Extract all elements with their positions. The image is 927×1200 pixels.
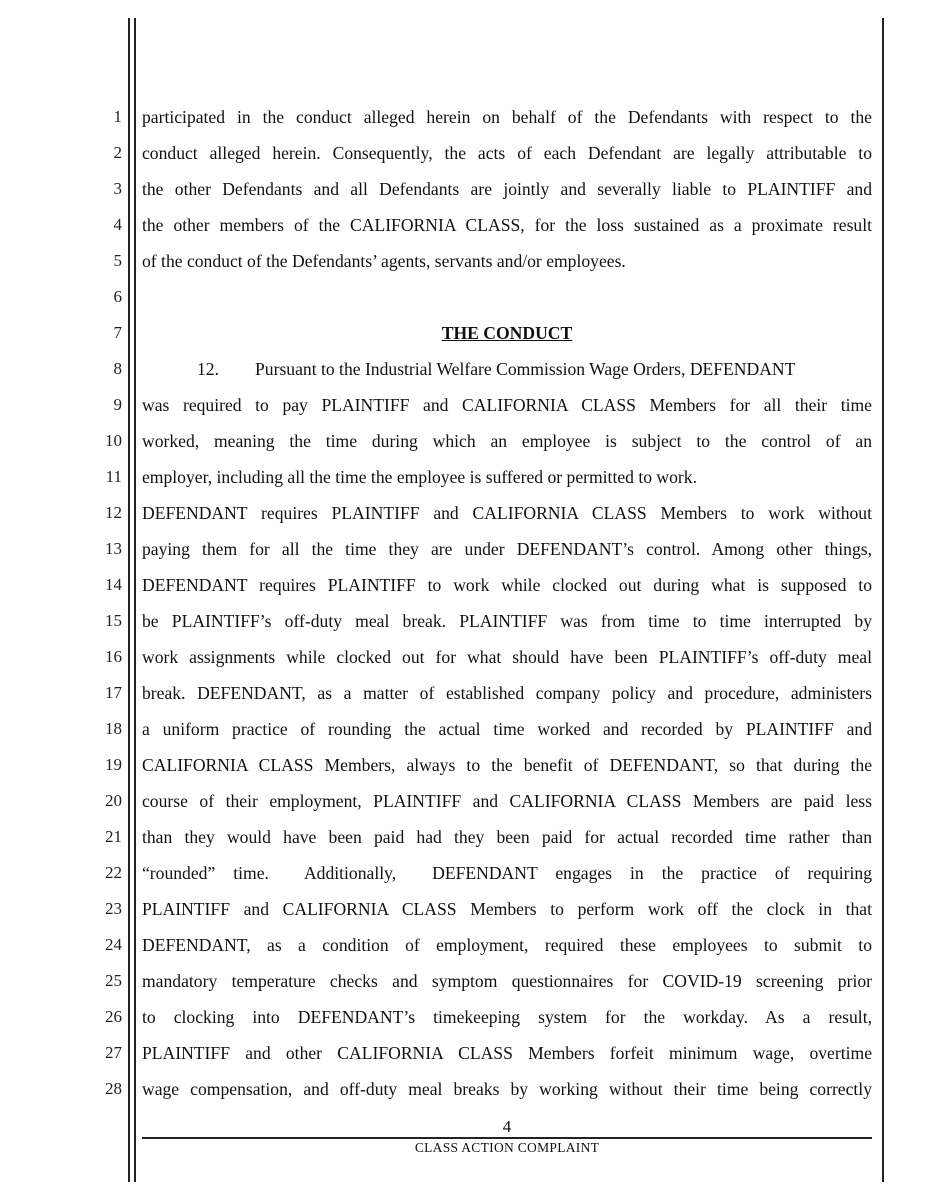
text-line: PLAINTIFF and other CALIFORNIA CLASS Members forfeit minimum wage, overtime bbox=[142, 1043, 872, 1063]
line-number: 7 bbox=[113, 323, 122, 342]
line-number: 21 bbox=[105, 827, 122, 846]
footer-rule bbox=[142, 1137, 872, 1139]
line-number: 22 bbox=[105, 863, 122, 882]
line-number: 8 bbox=[113, 359, 122, 378]
line-number: 26 bbox=[105, 1007, 122, 1026]
line-number: 27 bbox=[105, 1043, 122, 1062]
line-number: 12 bbox=[105, 503, 122, 522]
section-heading: THE CONDUCT bbox=[441, 323, 573, 343]
page-number: 4 bbox=[502, 1117, 512, 1136]
text-line: “rounded” time. Additionally, DEFENDANT engages in the practice of requiring bbox=[142, 863, 872, 883]
left-margin-rule-inner bbox=[134, 18, 136, 1182]
text-line: participated in the conduct alleged herein on behalf of the Defendants with respect to the bbox=[142, 107, 872, 127]
line-number: 1 bbox=[113, 107, 122, 126]
text-line: PLAINTIFF and CALIFORNIA CLASS Members to perform work off the clock in that bbox=[142, 899, 872, 919]
text-line: break. DEFENDANT, as a matter of established company policy and procedure, administers bbox=[142, 683, 872, 703]
text-line: worked, meaning the time during which an employee is subject to the control of an bbox=[142, 431, 872, 451]
text-line: the other Defendants and all Defendants are jointly and severally liable to PLAINTIFF and bbox=[142, 179, 872, 199]
line-number: 20 bbox=[105, 791, 122, 810]
text-line: conduct alleged herein. Consequently, the acts of each Defendant are legally attributable to bbox=[142, 143, 872, 163]
line-number: 2 bbox=[113, 143, 122, 162]
text-line: employer, including all the time the employee is suffered or permitted to work. bbox=[142, 467, 697, 487]
line-number: 13 bbox=[105, 539, 122, 558]
text-line: to clocking into DEFENDANT’s timekeeping system for the workday. As a result, bbox=[142, 1007, 872, 1027]
text-line: DEFENDANT requires PLAINTIFF to work while clocked out during what is supposed to bbox=[142, 575, 872, 595]
text-line: than they would have been paid had they been paid for actual recorded time rather than bbox=[142, 827, 872, 847]
line-number: 18 bbox=[105, 719, 122, 738]
text-line: a uniform practice of rounding the actual time worked and recorded by PLAINTIFF and bbox=[142, 719, 872, 739]
right-margin-rule bbox=[882, 18, 884, 1182]
text-line: be PLAINTIFF’s off-duty meal break. PLAINTIFF was from time to time interrupted by bbox=[142, 611, 872, 631]
line-number: 5 bbox=[113, 251, 122, 270]
line-number: 24 bbox=[105, 935, 122, 954]
text-line: was required to pay PLAINTIFF and CALIFORNIA CLASS Members for all their time bbox=[142, 395, 872, 415]
footer-title: CLASS ACTION COMPLAINT bbox=[414, 1140, 600, 1155]
line-number: 14 bbox=[105, 575, 122, 594]
text-line: the other members of the CALIFORNIA CLASS, for the loss sustained as a proximate result bbox=[142, 215, 872, 235]
line-number: 9 bbox=[113, 395, 122, 414]
line-number: 16 bbox=[105, 647, 122, 666]
line-number: 6 bbox=[113, 287, 122, 306]
line-number: 4 bbox=[113, 215, 122, 234]
line-number: 3 bbox=[113, 179, 122, 198]
text-line: work assignments while clocked out for what should have been PLAINTIFF’s off-duty meal bbox=[142, 647, 872, 667]
text-line: CALIFORNIA CLASS Members, always to the benefit of DEFENDANT, so that during the bbox=[142, 755, 872, 775]
text-line: Pursuant to the Industrial Welfare Commission Wage Orders, DEFENDANT bbox=[255, 359, 796, 379]
line-number: 28 bbox=[105, 1079, 122, 1098]
text-line: mandatory temperature checks and symptom questionnaires for COVID-19 screening prior bbox=[142, 971, 872, 991]
text-line: wage compensation, and off-duty meal breaks by working without their time being correctly bbox=[142, 1079, 872, 1099]
line-number: 10 bbox=[105, 431, 122, 450]
line-number: 23 bbox=[105, 899, 122, 918]
paragraph-first-line bbox=[197, 359, 872, 379]
paragraph-number: 12. bbox=[197, 359, 219, 379]
text-line: of the conduct of the Defendants’ agents, servants and/or employees. bbox=[142, 251, 626, 271]
line-number: 11 bbox=[105, 467, 122, 486]
text-line: course of their employment, PLAINTIFF and CALIFORNIA CLASS Members are paid less bbox=[142, 791, 872, 811]
line-number: 17 bbox=[105, 683, 122, 702]
left-margin-rule bbox=[128, 18, 130, 1182]
text-line: DEFENDANT, as a condition of employment, required these employees to submit to bbox=[142, 935, 872, 955]
text-line: DEFENDANT requires PLAINTIFF and CALIFORNIA CLASS Members to work without bbox=[142, 503, 872, 523]
line-number: 15 bbox=[105, 611, 122, 630]
line-number: 25 bbox=[105, 971, 122, 990]
text-line: paying them for all the time they are under DEFENDANT’s control. Among other things, bbox=[142, 539, 872, 559]
line-number: 19 bbox=[105, 755, 122, 774]
